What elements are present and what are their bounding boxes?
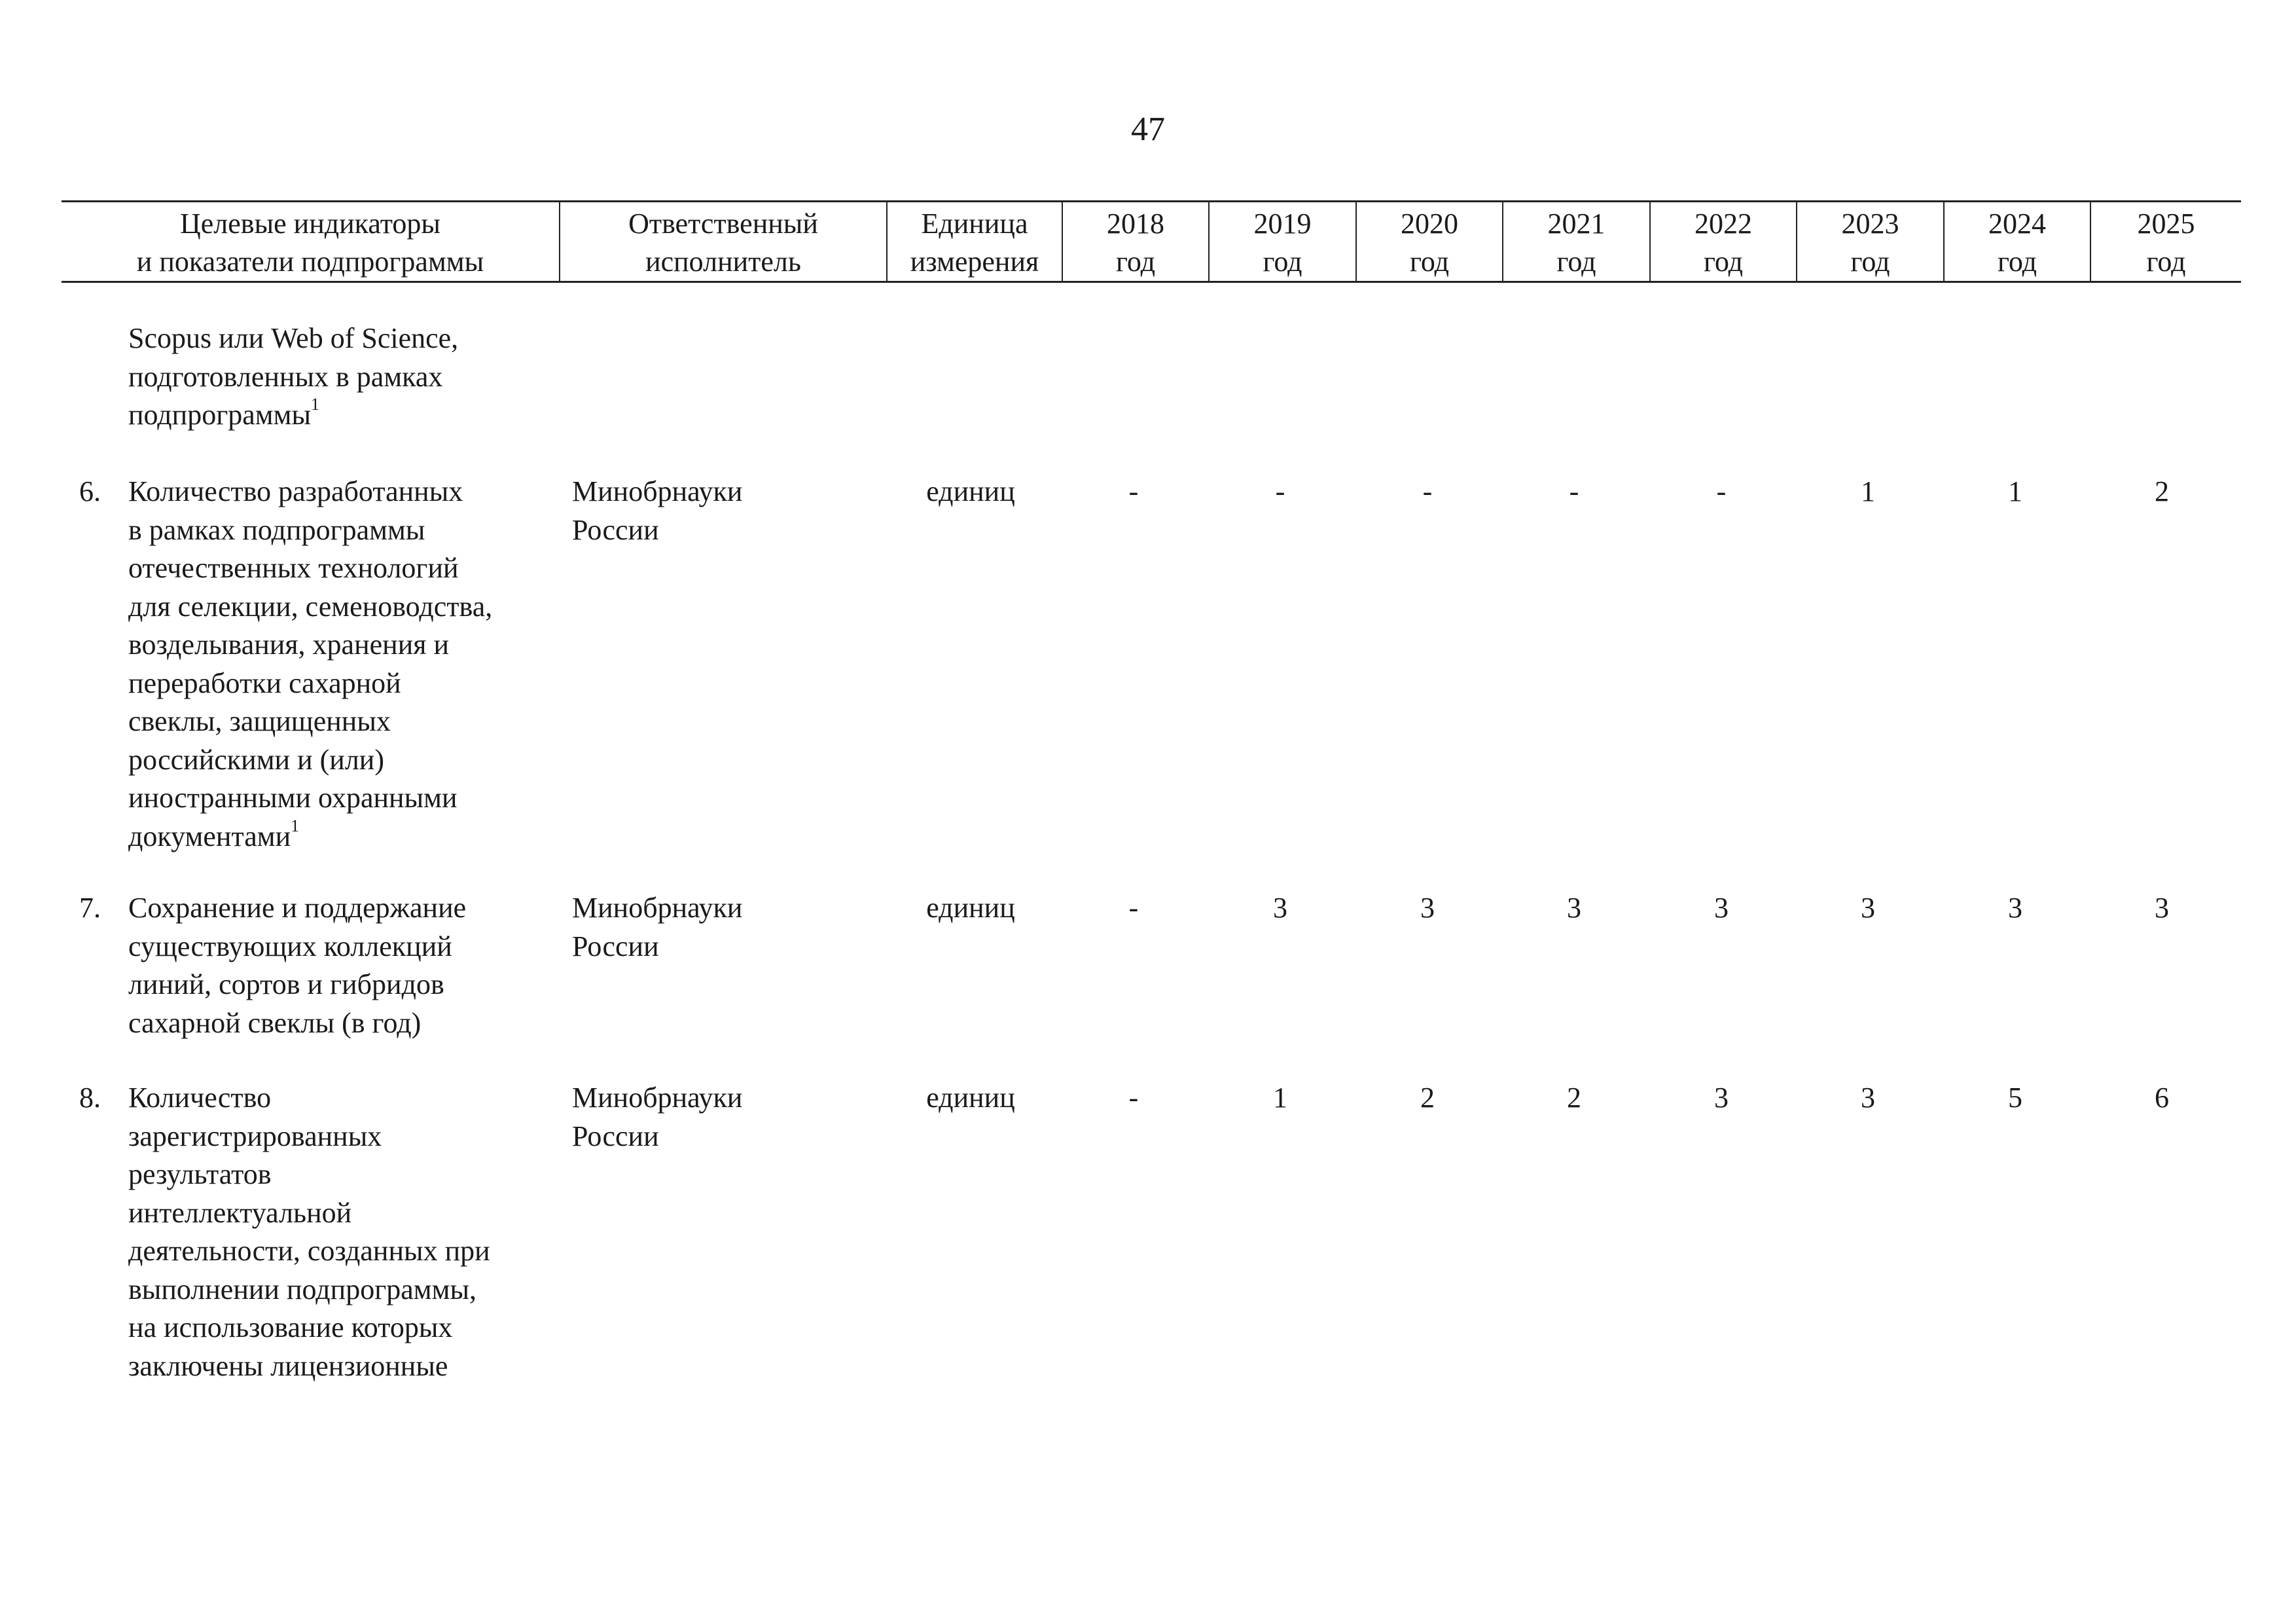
executor: Минобрнауки России bbox=[572, 892, 743, 962]
header-year-2024: 2024 год bbox=[1945, 202, 2091, 281]
header-executor: Ответственный исполнитель bbox=[560, 202, 888, 281]
executor: Минобрнауки России bbox=[572, 1082, 743, 1152]
value-2022: - bbox=[1716, 475, 1727, 507]
value-2021: 3 bbox=[1567, 892, 1581, 924]
value-2021: - bbox=[1569, 475, 1579, 507]
header-year-2020: 2020 год bbox=[1357, 202, 1503, 281]
value-2020: - bbox=[1422, 475, 1433, 507]
header-indicators: Целевые индикаторы и показатели подпрограммы bbox=[62, 202, 560, 281]
continuation-text-body: Scopus или Web of Science, подготовленных в рамках подпрограммы bbox=[128, 322, 459, 431]
value-2020: 3 bbox=[1420, 892, 1435, 924]
value-2024: 3 bbox=[2008, 892, 2022, 924]
row-number: 6. bbox=[79, 475, 101, 507]
row-number: 7. bbox=[79, 892, 101, 924]
value-2022: 3 bbox=[1714, 1082, 1729, 1114]
indicator-text-body: Количество разработанных в рамках подпрограммы отечественных технологий для селекции, семеноводства, возделывания, хранения и переработки сахарной свеклы, защищенных российскими и (или) иностранными охранными документами bbox=[128, 475, 493, 852]
value-2021: 2 bbox=[1567, 1082, 1581, 1114]
value-2025: 2 bbox=[2155, 475, 2169, 507]
page-number: 47 bbox=[1131, 111, 1165, 148]
footnote-marker: 1 bbox=[311, 395, 320, 414]
value-2018: - bbox=[1128, 475, 1139, 507]
value-2018: - bbox=[1128, 1082, 1139, 1114]
header-year-2019: 2019 год bbox=[1210, 202, 1357, 281]
continuation-text bbox=[128, 319, 560, 435]
indicator-text bbox=[128, 889, 560, 1042]
value-2018: - bbox=[1128, 892, 1139, 924]
header-year-2023: 2023 год bbox=[1797, 202, 1945, 281]
indicator-text bbox=[128, 1079, 560, 1385]
unit: единиц bbox=[926, 1082, 1015, 1114]
value-2024: 1 bbox=[2008, 475, 2022, 507]
header-year-2021: 2021 год bbox=[1503, 202, 1651, 281]
value-2023: 3 bbox=[1861, 1082, 1875, 1114]
footnote-marker: 1 bbox=[291, 816, 300, 835]
value-2019: - bbox=[1275, 475, 1285, 507]
value-2023: 3 bbox=[1861, 892, 1875, 924]
executor: Минобрнауки России bbox=[572, 475, 743, 546]
unit: единиц bbox=[926, 892, 1015, 924]
value-2024: 5 bbox=[2008, 1082, 2022, 1114]
unit: единиц bbox=[926, 475, 1015, 507]
indicator-text bbox=[128, 473, 560, 856]
value-2025: 6 bbox=[2155, 1082, 2169, 1114]
indicator-text-body: Сохранение и поддержание существующих коллекций линий, сортов и гибридов сахарной свеклы (в год) bbox=[128, 892, 467, 1039]
value-2022: 3 bbox=[1714, 892, 1729, 924]
header-unit: Единица измерения bbox=[888, 202, 1063, 281]
value-2019: 3 bbox=[1273, 892, 1287, 924]
value-2025: 3 bbox=[2155, 892, 2169, 924]
header-year-2018: 2018 год bbox=[1063, 202, 1210, 281]
row-number: 8. bbox=[79, 1082, 101, 1114]
table-header bbox=[62, 200, 2241, 283]
value-2023: 1 bbox=[1861, 475, 1875, 507]
header-year-2022: 2022 год bbox=[1651, 202, 1797, 281]
indicator-text-body: Количество зарегистрированных результатов интеллектуальной деятельности, созданных при выполнении подпрограммы, на использование которых заключены лицензионные bbox=[128, 1082, 490, 1382]
value-2020: 2 bbox=[1420, 1082, 1435, 1114]
header-year-2025: 2025 год bbox=[2137, 208, 2195, 278]
value-2019: 1 bbox=[1273, 1082, 1287, 1114]
